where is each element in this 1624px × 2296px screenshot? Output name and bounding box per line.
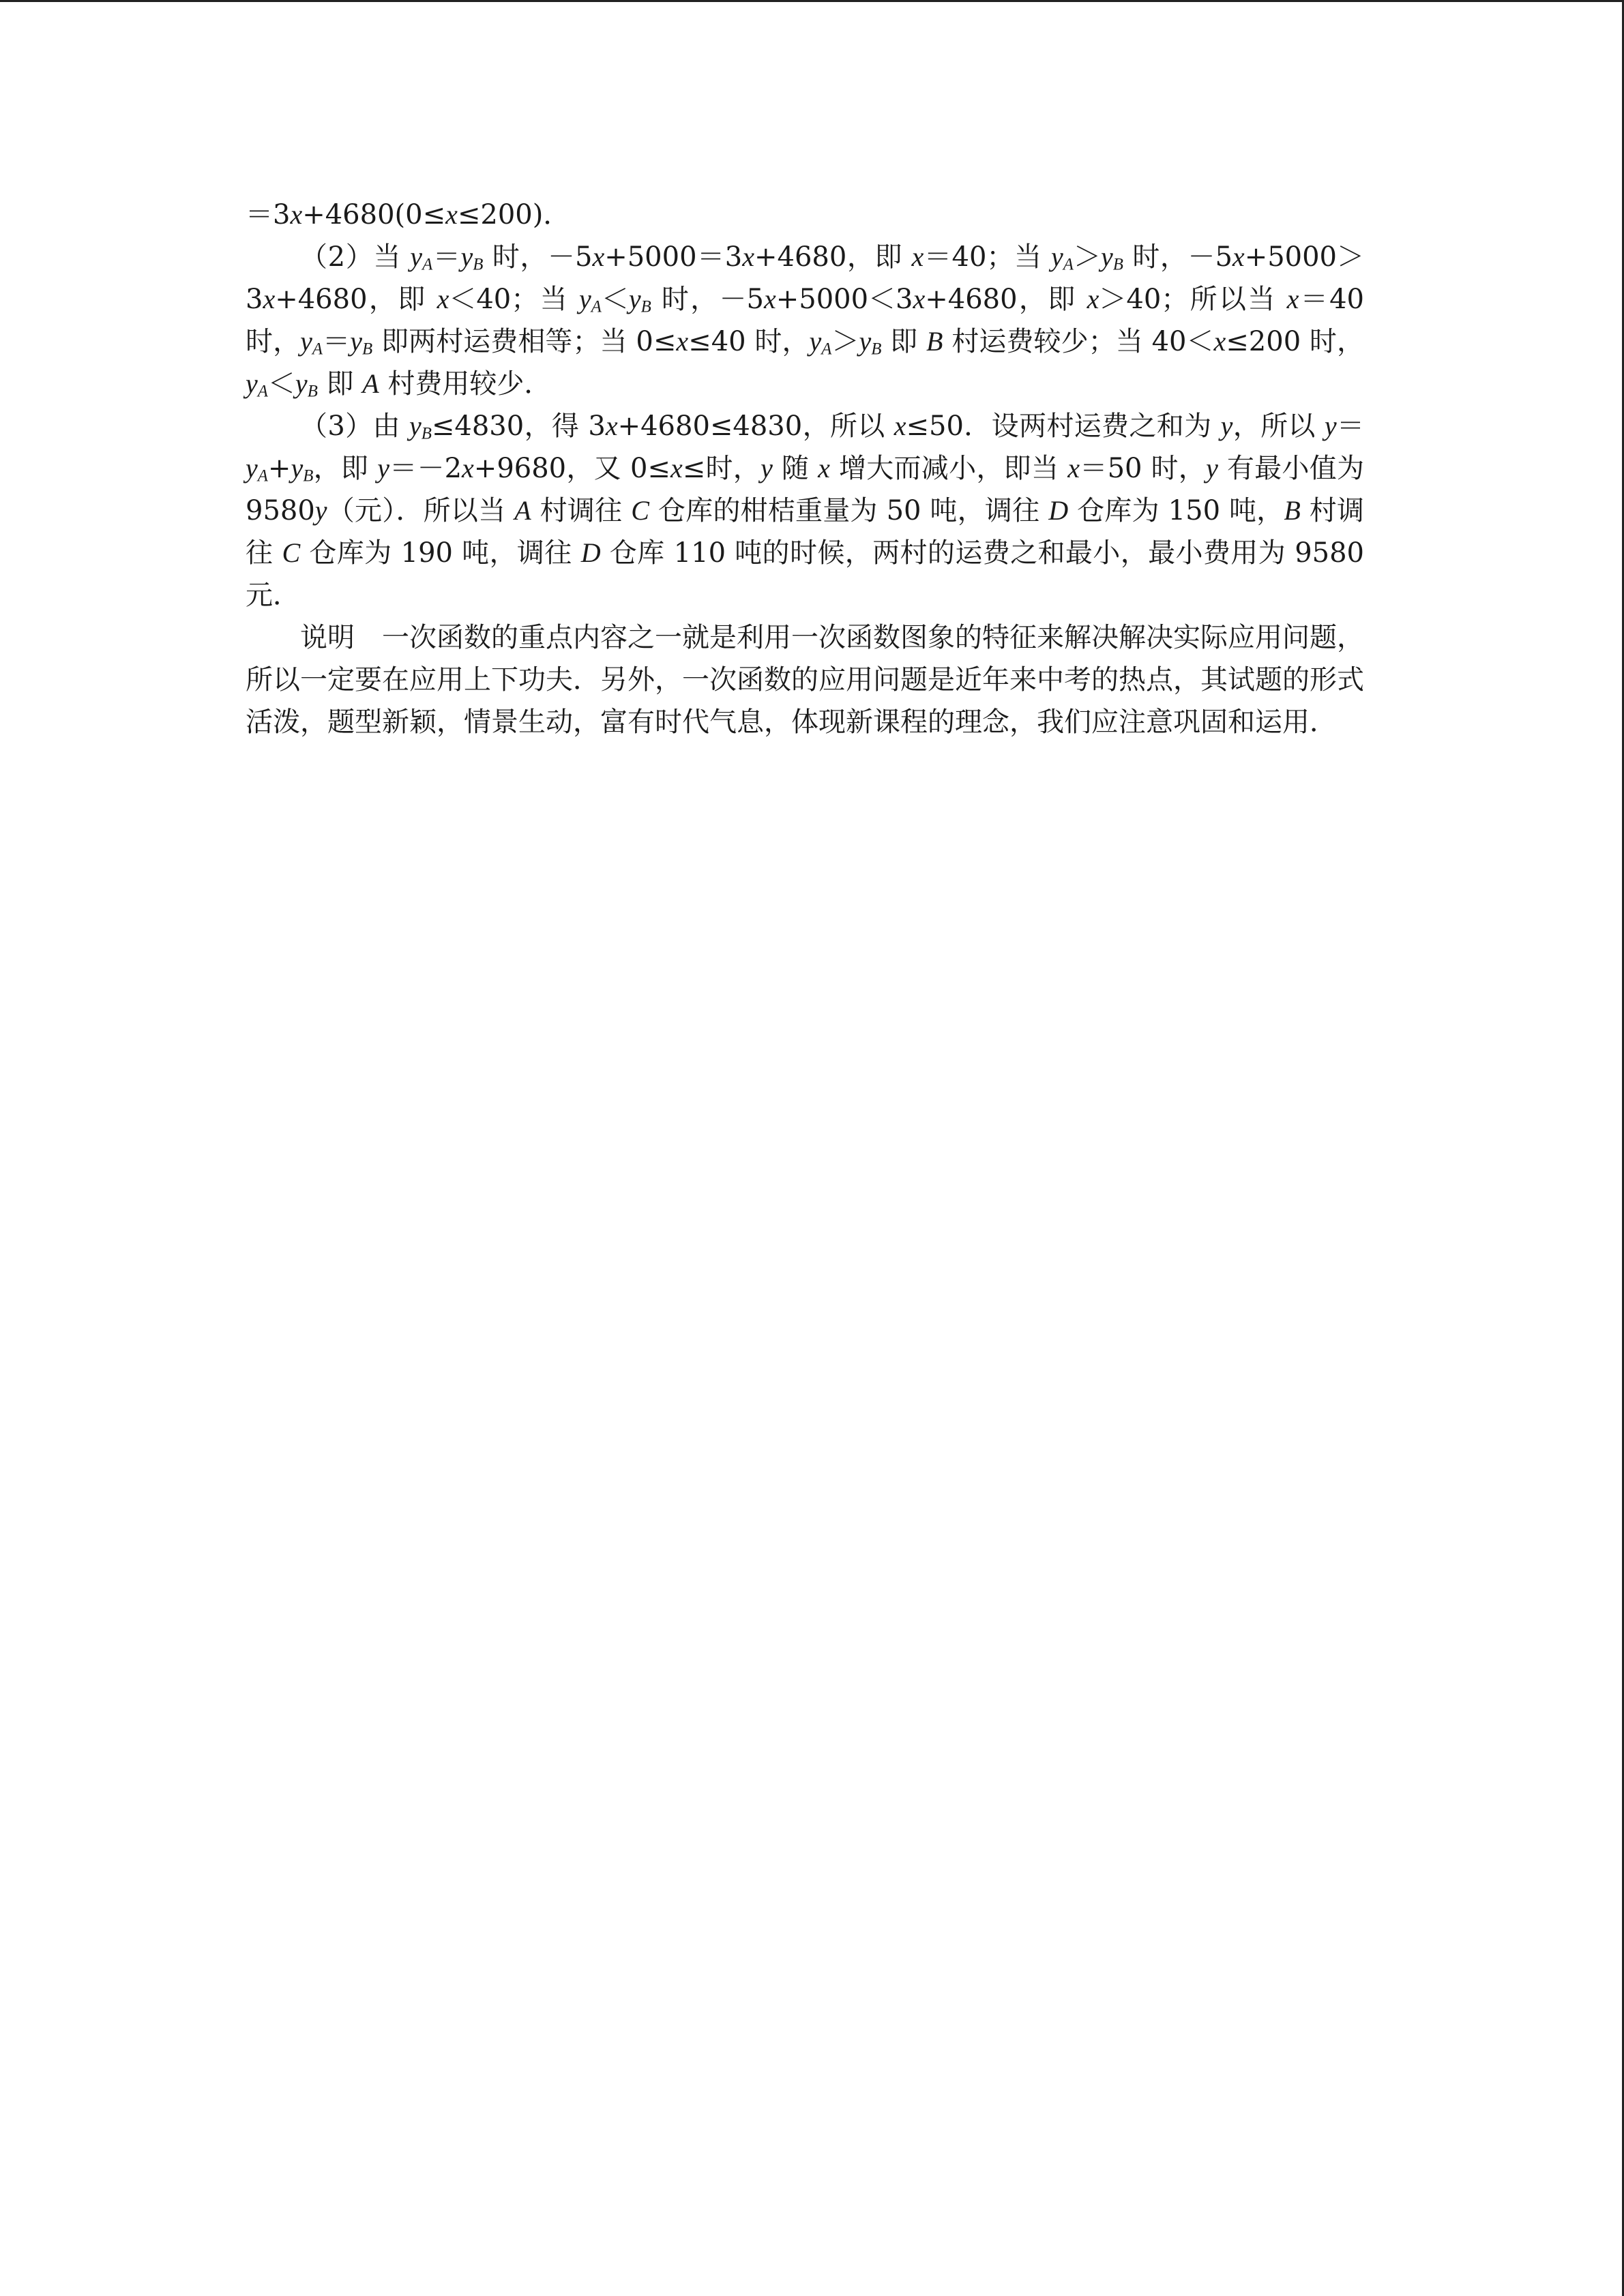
note-gap bbox=[355, 622, 382, 653]
page-top-border bbox=[0, 0, 1624, 2]
part-3-paragraph bbox=[246, 405, 1364, 616]
part-3-label: （3） bbox=[300, 411, 373, 442]
part-3-body: 由 $y_B\le 4830$，得 3x+4680≤4830，所以 x≤50．设两村运费之和为 y，所以 $y=y_A+y_B$，即 y＝－2x+9680，又 0≤x≤时，y 随 x 增大而减小，即当 x＝50 时，y 有最小值为 9580y（元）．所以当 A 村调往 C 仓库的柑桔重量为 50 吨，调往 D 仓库为 150 吨，B 村调往 C 仓库为 190 吨，调往 D 仓库 110 吨的时候，两村的运费之和最小，最小费用为 9580 元． bbox=[246, 411, 1365, 611]
part-2-body: 当 $y_A=y_B$ 时，－5x+5000＝3x+4680，即 x＝40；当 $y_A>y_B$ 时，－5x+5000＞3x+4680，即 x＜40；当 $y_A<y_B$ 时，－5x+5000＜3x+4680，即 x＞40；所以当 x＝40 时，$y_A=y_B$ 即两村运费相等；当 0≤x≤40 时，$y_A>y_B$ 即 B 村运费较少；当 40＜x≤200 时，$y_A<y_B$ 即 A 村费用较少． bbox=[246, 241, 1365, 401]
note-body: 一次函数的重点内容之一就是利用一次函数图象的特征来解决解决实际应用问题，所以一定要在应用上下功夫．另外，一次函数的应用问题是近年来中考的热点，其试题的形式活泼，题型新颖，情景生动，富有时代气息，体现新课程的理念，我们应注意巩固和运用． bbox=[246, 622, 1364, 738]
note-label: 说明 bbox=[300, 622, 355, 653]
part-2-paragraph bbox=[246, 236, 1364, 405]
formula-continuation: ＝3x+4680(0≤x≤200)． bbox=[246, 199, 571, 230]
part-2-label: （2） bbox=[300, 241, 374, 273]
solution-text bbox=[246, 194, 1364, 743]
note-paragraph bbox=[246, 616, 1364, 743]
